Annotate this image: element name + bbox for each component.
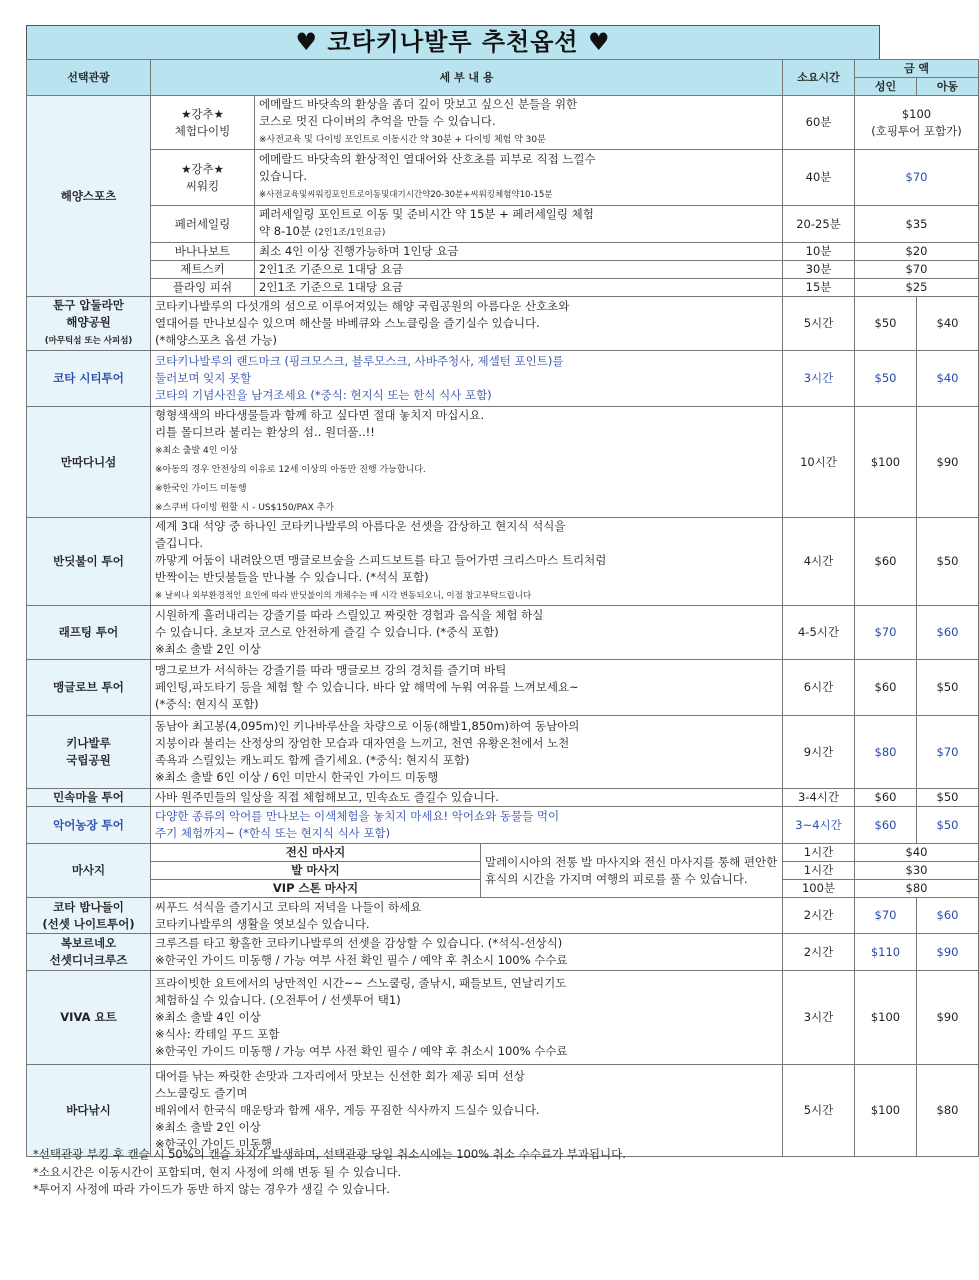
price-child: $50 (917, 518, 979, 606)
option-price: $70 (855, 261, 979, 279)
price-adult: $70 (855, 898, 917, 934)
price-child: $90 (917, 407, 979, 518)
option-price: $35 (855, 206, 979, 243)
table-row (27, 1065, 979, 1157)
table-row (27, 407, 979, 518)
price-adult: $50 (855, 297, 917, 351)
option-duration: 3~4시간 (783, 807, 855, 844)
table-row (27, 898, 979, 934)
header-details: 세 부 내 용 (151, 60, 783, 96)
option-description: 크루즈를 타고 황홀한 코타키나발루의 선셋을 감상할 수 있습니다. (*석식-선상식) ※한국인 가이드 미동행 / 가능 여부 사전 확인 필수 / 예약 후 취소시 100% 수수료 (151, 934, 783, 971)
footnote: *투어지 사정에 따라 가이드가 동반 하지 않는 경우가 생길 수 있습니다. (33, 1182, 391, 1196)
option-description: 동남아 최고봉(4,095m)인 키나바루산을 차량으로 이동(해발1,850m)하여 동남아의 지붕이라 불리는 산정상의 장엄한 모습과 대자연을 느끼고, 천연 유황온천에서 노천 족욕과 스릴있는 캐노피도 함께 즐기세요. (*중식: 현지식 포함) ※최소 출발 6인 이상 / 6인 미만시 한국인 가이드 미동행 (151, 716, 783, 789)
option-description: 코타키나발루의 랜드마크 (핑크모스크, 블루모스크, 사바주청사, 제셀턴 포인트)를 둘러보며 잊지 못할 코타의 기념사진을 남겨조세요 (*중식: 현지식 또는 한식 식사 포함) (151, 351, 783, 407)
table-row (27, 297, 979, 351)
option-price: $70 (855, 150, 979, 206)
category-massage: 마사지 (27, 844, 151, 898)
table-row (27, 243, 979, 261)
option-name: 페러세일링 (151, 206, 255, 243)
footnote: *선택관광 부킹 후 캔슬 시 50%의 캔슬 차지가 발생하며, 선택관광 당일 취소시에는 100% 취소 수수료가 부과됩니다. (33, 1147, 626, 1161)
option-duration: 3-4시간 (783, 789, 855, 807)
option-description: 2인1조 기준으로 1대당 요금 (255, 261, 783, 279)
option-duration: 9시간 (783, 716, 855, 789)
header-adult: 성인 (855, 78, 917, 96)
header-price: 금 액 (855, 60, 979, 78)
option-duration: 10분 (783, 243, 855, 261)
option-price: $20 (855, 243, 979, 261)
option-description: 다양한 종류의 악어를 만나보는 이색체험을 놓치지 마세요! 악어쇼와 동물들 먹이 주기 체험까지~ (*한식 또는 현지식 식사 포함) (151, 807, 783, 844)
option-duration: 60분 (783, 96, 855, 150)
option-price: $40 (855, 844, 979, 862)
option-description: 코타키나발루의 다섯개의 섬으로 이루어져있는 해양 국립공원의 아름다운 산호초와 열대어를 만나보실수 있으며 해산물 바베큐와 스노클링을 즐기실수 있습니다. (*해양스포츠 옵션 가능) (151, 297, 783, 351)
option-duration: 2시간 (783, 934, 855, 971)
category-crocodile-farm: 악어농장 투어 (27, 807, 151, 844)
category-rafting-tour: 래프팅 투어 (27, 606, 151, 660)
table-row (27, 261, 979, 279)
category-mantanani: 만따다니섬 (27, 407, 151, 518)
option-duration: 3시간 (783, 351, 855, 407)
category-city-tour: 코타 시티투어 (27, 351, 151, 407)
footnote: *소요시간은 이동시간이 포함되며, 현지 사정에 의해 변동 될 수 있습니다. (33, 1164, 402, 1179)
category-viva-yacht: VIVA 요트 (27, 971, 151, 1065)
option-description: 에메랄드 바닷속의 환상적인 열대어와 산호초를 피부로 직접 느낄수 있습니다. ※사전교육및씨워킹포인트로이동및대기시간약20-30분+씨워킹체험약10-15분 (255, 150, 783, 206)
price-adult: $80 (855, 716, 917, 789)
option-description: 맹그로브가 서식하는 강줄기를 따라 맹글로브 강의 경치를 즐기며 바틱 페인팅,파도타기 등을 체험 할 수 있습니다. 바다 앞 해먹에 누워 여유를 느껴보세요~ (*중식: 현지식 포함) (151, 660, 783, 716)
category-night-tour: 코타 밤나들이 (선셋 나이트투어) (27, 898, 151, 934)
price-adult: $70 (855, 606, 917, 660)
price-adult: $100 (855, 971, 917, 1065)
option-description: 대어를 낚는 짜릿한 손맛과 그자리에서 맛보는 신선한 회가 제공 되며 선상 스노쿨링도 즐기며 배위에서 한국식 매운탕과 함께 새우, 게등 푸짐한 식사까지 드실수 있습니다. ※최소 출발 2인 이상 ※한국인 가이드 미동행 (151, 1065, 783, 1157)
footnotes (33, 1146, 626, 1199)
price-child: $60 (917, 898, 979, 934)
option-price: $80 (855, 880, 979, 898)
price-child: $80 (917, 1065, 979, 1157)
category-kinabalu-park: 키나발루 국립공원 (27, 716, 151, 789)
category-firefly-tour: 반딧불이 투어 (27, 518, 151, 606)
option-name: ★강추★ 씨워킹 (151, 150, 255, 206)
option-name: VIP 스톤 마사지 (151, 880, 481, 898)
option-description: 세계 3대 석양 중 하나인 코타키나발루의 아름다운 선셋을 감상하고 현지식 석식을 즐깁니다. 까맣게 어둠이 내려앉으면 맹글로브숲을 스피드보트를 타고 들어가면 크리스마스 트리처럼 반짝이는 반딧불들을 만나볼 수 있습니다. (*석식 포함) ※ 날씨나 외부환경적인 요인에 따라 반딧불이의 개체수는 매 시각 변동되오니, 이점 참고부탁드립니다 (151, 518, 783, 606)
option-price: $30 (855, 862, 979, 880)
option-description: 시원하게 흘러내리는 강줄기를 따라 스릴있고 짜릿한 경험과 음식을 체험 하실 수 있습니다. 초보자 코스로 안전하게 즐길 수 있습니다. (*중식 포함) ※최소 출발 2인 이상 (151, 606, 783, 660)
option-duration: 10시간 (783, 407, 855, 518)
option-name: 플라잉 피쉬 (151, 279, 255, 297)
option-description: 형형색색의 바다생물들과 함께 하고 싶다면 절대 놓치지 마십시요. 리틀 몰디브라 불리는 환상의 섬.. 원더풀..!! ※최소 출발 4인 이상 ※아동의 경우 안전상의 이유로 12세 이상의 아동만 진행 가능합니다. ※한국인 가이드 미동행 ※스쿠버 다이빙 원할 시 - US$150/PAX 추가 (151, 407, 783, 518)
option-name: 제트스키 (151, 261, 255, 279)
table-row (27, 279, 979, 297)
category-sea-fishing: 바다낚시 (27, 1065, 151, 1157)
price-adult: $60 (855, 660, 917, 716)
price-child: $90 (917, 971, 979, 1065)
page-title: ♥ 코타키나발루 추천옵션 ♥ (26, 25, 880, 59)
option-description: 최소 4인 이상 진행가능하며 1인당 요금 (255, 243, 783, 261)
option-duration: 2시간 (783, 898, 855, 934)
option-description: 프라이빗한 요트에서의 낭만적인 시간~~ 스노쿨링, 줄낚시, 패들보트, 연날리기도 체험하실 수 있습니다. (오전투어 / 선셋투어 택1) ※최소 출발 4인 이상 ※식사: 칵테일 푸드 포함 ※한국인 가이드 미동행 / 가능 여부 사전 확인 필수 / 예약 후 취소시 100% 수수료 (151, 971, 783, 1065)
price-adult: $110 (855, 934, 917, 971)
option-name: ★강추★ 체험다이빙 (151, 96, 255, 150)
price-adult: $100 (855, 1065, 917, 1157)
price-adult: $60 (855, 789, 917, 807)
option-name: 전신 마사지 (151, 844, 481, 862)
option-description: 페러세일링 포인트로 이동 및 준비시간 약 15분 + 페러세일링 체험 약 8-10분 (2인1조/1인요금) (255, 206, 783, 243)
category-folk-village: 민속마을 투어 (27, 789, 151, 807)
option-duration: 6시간 (783, 660, 855, 716)
options-sheet (26, 25, 962, 1157)
table-row (27, 518, 979, 606)
table-row (27, 716, 979, 789)
option-duration: 15분 (783, 279, 855, 297)
table-row (27, 660, 979, 716)
price-adult: $50 (855, 351, 917, 407)
price-child: $90 (917, 934, 979, 971)
price-child: $50 (917, 789, 979, 807)
table-row (27, 807, 979, 844)
option-duration: 1시간 (783, 862, 855, 880)
option-description: 사바 원주민들의 일상을 직접 체험해보고, 민속쇼도 즐길수 있습니다. (151, 789, 783, 807)
option-description: 씨푸드 석식을 즐기시고 코타의 저녁을 나들이 하세요 코타키나발루의 생활을 엿보실수 있습니다. (151, 898, 783, 934)
header-duration: 소요시간 (783, 60, 855, 96)
category-tunku-abdul-rahman: 툰구 압둘라만 해양공원 (마무틱섬 또는 사피섬) (27, 297, 151, 351)
table-row (27, 934, 979, 971)
option-duration: 100분 (783, 880, 855, 898)
option-duration: 5시간 (783, 297, 855, 351)
option-duration: 4시간 (783, 518, 855, 606)
table-row (27, 150, 979, 206)
option-duration: 30분 (783, 261, 855, 279)
option-price: $100 (호핑투어 포함가) (855, 96, 979, 150)
option-duration: 20-25분 (783, 206, 855, 243)
category-sunset-cruise: 복보르네오 선셋디너크루즈 (27, 934, 151, 971)
table-row (27, 206, 979, 243)
price-adult: $60 (855, 807, 917, 844)
option-name: 발 마사지 (151, 862, 481, 880)
options-table (26, 59, 979, 1157)
table-row (27, 606, 979, 660)
price-child: $60 (917, 606, 979, 660)
option-description: 말레이시아의 전통 발 마사지와 전신 마사지를 통해 편안한 휴식의 시간을 가지며 여행의 피로를 풀 수 있습니다. (481, 844, 783, 898)
option-duration: 4-5시간 (783, 606, 855, 660)
category-mangrove-tour: 맹글로브 투어 (27, 660, 151, 716)
table-row (27, 351, 979, 407)
option-duration: 1시간 (783, 844, 855, 862)
price-child: $40 (917, 351, 979, 407)
option-name: 바나나보트 (151, 243, 255, 261)
option-description: 에메랄드 바닷속의 환상을 좀더 깊이 맛보고 싶으신 분들을 위한 코스로 멋진 다이버의 추억을 만들 수 있습니다. ※사전교육 및 다이빙 포인트로 이동시간 약 30분 + 다이빙 체험 약 30분 (255, 96, 783, 150)
category-marine-sports: 해양스포츠 (27, 96, 151, 297)
price-adult: $60 (855, 518, 917, 606)
option-price: $25 (855, 279, 979, 297)
price-adult: $100 (855, 407, 917, 518)
option-duration: 40분 (783, 150, 855, 206)
price-child: $50 (917, 807, 979, 844)
table-row (27, 96, 979, 150)
table-row (27, 789, 979, 807)
table-row (27, 844, 979, 862)
option-duration: 5시간 (783, 1065, 855, 1157)
header-child: 아동 (917, 78, 979, 96)
price-child: $70 (917, 716, 979, 789)
price-child: $40 (917, 297, 979, 351)
table-row (27, 971, 979, 1065)
option-duration: 3시간 (783, 971, 855, 1065)
price-child: $50 (917, 660, 979, 716)
header-category: 선택관광 (27, 60, 151, 96)
option-description: 2인1조 기준으로 1대당 요금 (255, 279, 783, 297)
